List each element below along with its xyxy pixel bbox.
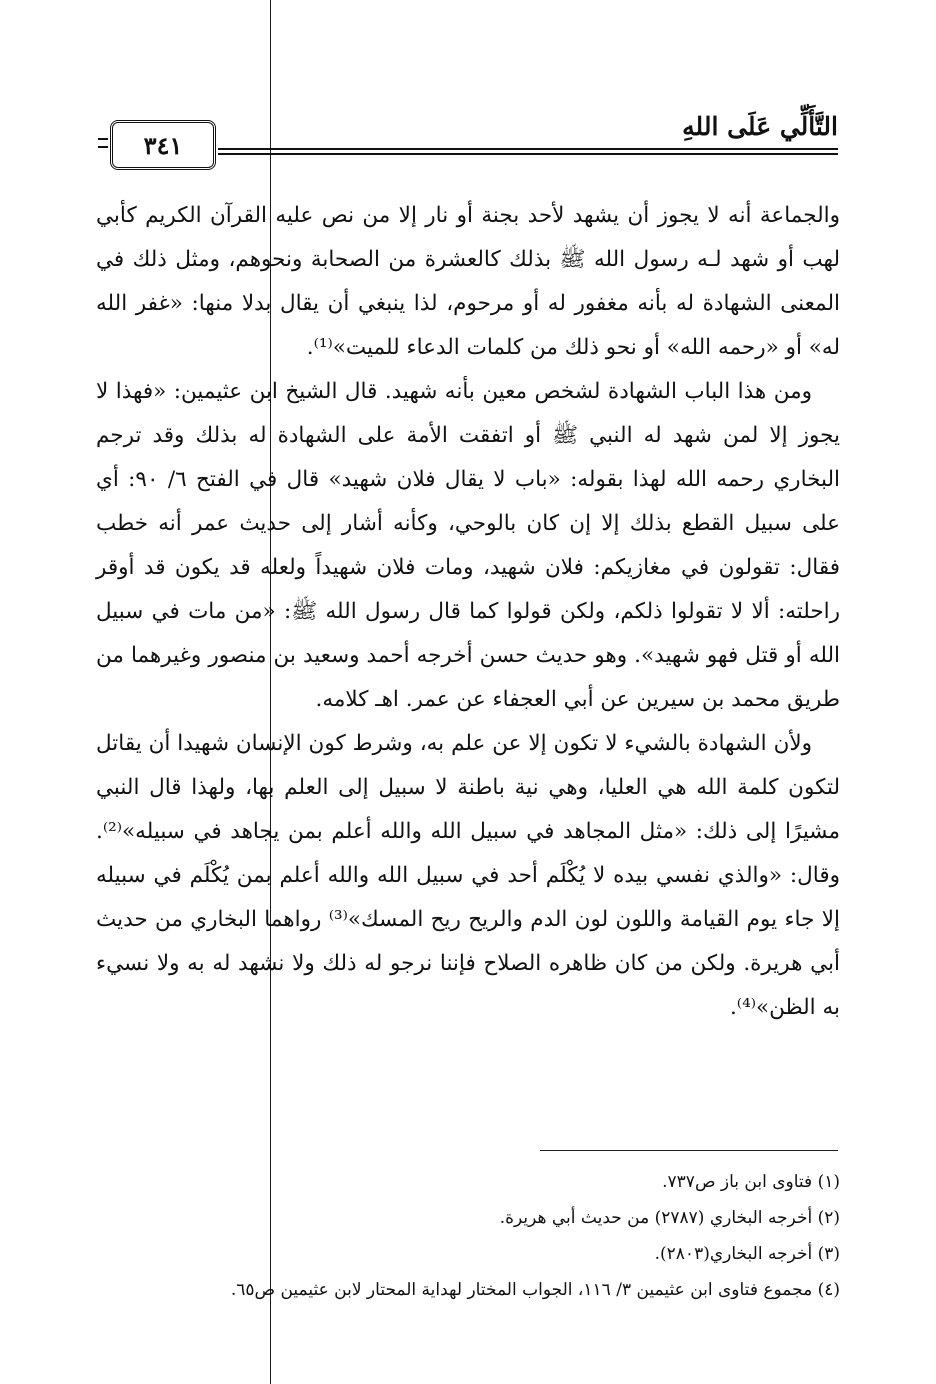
footnote-1: (١) فتاوى ابن باز ص٧٣٧. (662, 1172, 840, 1192)
page-number-frame (110, 120, 216, 170)
running-header (98, 108, 838, 178)
footnote-4: (٤) مجموع فتاوى ابن عثيمين ٣/ ١١٦، الجواب المختار لهداية المحتار لابن عثيمين ص٦٥. (230, 1280, 840, 1300)
page-number: ٣٤١ (143, 130, 183, 160)
footnote-2: (٢) أخرجه البخاري (٢٧٨٧) من حديث أبي هريرة. (499, 1208, 840, 1228)
header-double-rule (218, 148, 838, 155)
paragraph-1: والجماعة أنه لا يجوز أن يشهد لأحد بجنة أو نار إلا من نص عليه القرآن الكريم كأبي لهب أو شهد لـه رسول الله ﷺ بذلك كالعشرة من الصحابة ونحوهم، ومثل ذلك في المعنى الشهادة له بأنه مغفور له أو مرحوم، لذا ينبغي أن يقال بدلا منها: «غفر الله له» أو «رحمه الله» أو نحو ذلك من كلمات الدعاء للميت»⁽¹⁾. (96, 203, 840, 360)
paragraph-3: ولأن الشهادة بالشيء لا تكون إلا عن علم به، وشرط كون الإنسان شهيدا أن يقاتل لتكون كلمة الله هي العليا، وهي نية باطنة لا سبيل إلى العلم بها، ولهذا قال النبي مشيرًا إلى ذلك: «مثل المجاهد في سبيل الله والله أعلم بمن يجاهد في سبيله»⁽²⁾. وقال: «والذي نفسي بيده لا يُكْلَم أحد في سبيل الله والله أعلم بمن يُكْلَم في سبيله إلا جاء يوم القيامة واللون لون الدم والريح ريح المسك»⁽³⁾ رواهما البخاري من حديث أبي هريرة. ولكن من كان ظاهره الصلاح فإننا نرجو له ذلك ولا نشهد له به ولا نسيء به الظن»⁽⁴⁾. (96, 731, 840, 1020)
footnote-3: (٣) أخرجه البخاري(٢٨٠٣). (654, 1244, 840, 1264)
footnote-separator (540, 1150, 838, 1151)
footnotes (96, 1164, 840, 1308)
main-text (96, 194, 840, 1030)
running-header-title: التَّأَلِّي عَلَى اللهِ (682, 112, 838, 141)
page-number-ornament (98, 138, 108, 148)
paragraph-2: ومن هذا الباب الشهادة لشخص معين بأنه شهيد. قال الشيخ ابن عثيمين: «فهذا لا يجوز إلا لمن شهد له النبي ﷺ أو اتفقت الأمة على الشهادة له بذلك وقد ترجم البخاري رحمه الله لهذا بقوله: «باب لا يقال فلان شهيد» قال في الفتح ٦/ ٩٠: أي على سبيل القطع بذلك إلا إن كان بالوحي، وكأنه أشار إلى حديث عمر أنه خطب فقال: تقولون في مغازيكم: فلان شهيد، ومات فلان شهيداً ولعله قد يكون قد أوقر راحلته: ألا لا تقولوا ذلكم، ولكن قولوا كما قال رسول الله ﷺ: «من مات في سبيل الله أو قتل فهو شهيد». وهو حديث حسن أخرجه أحمد وسعيد بن منصور وغيرهما من طريق محمد بن سيرين عن أبي العجفاء عن عمر. اهـ كلامه. (96, 379, 841, 712)
